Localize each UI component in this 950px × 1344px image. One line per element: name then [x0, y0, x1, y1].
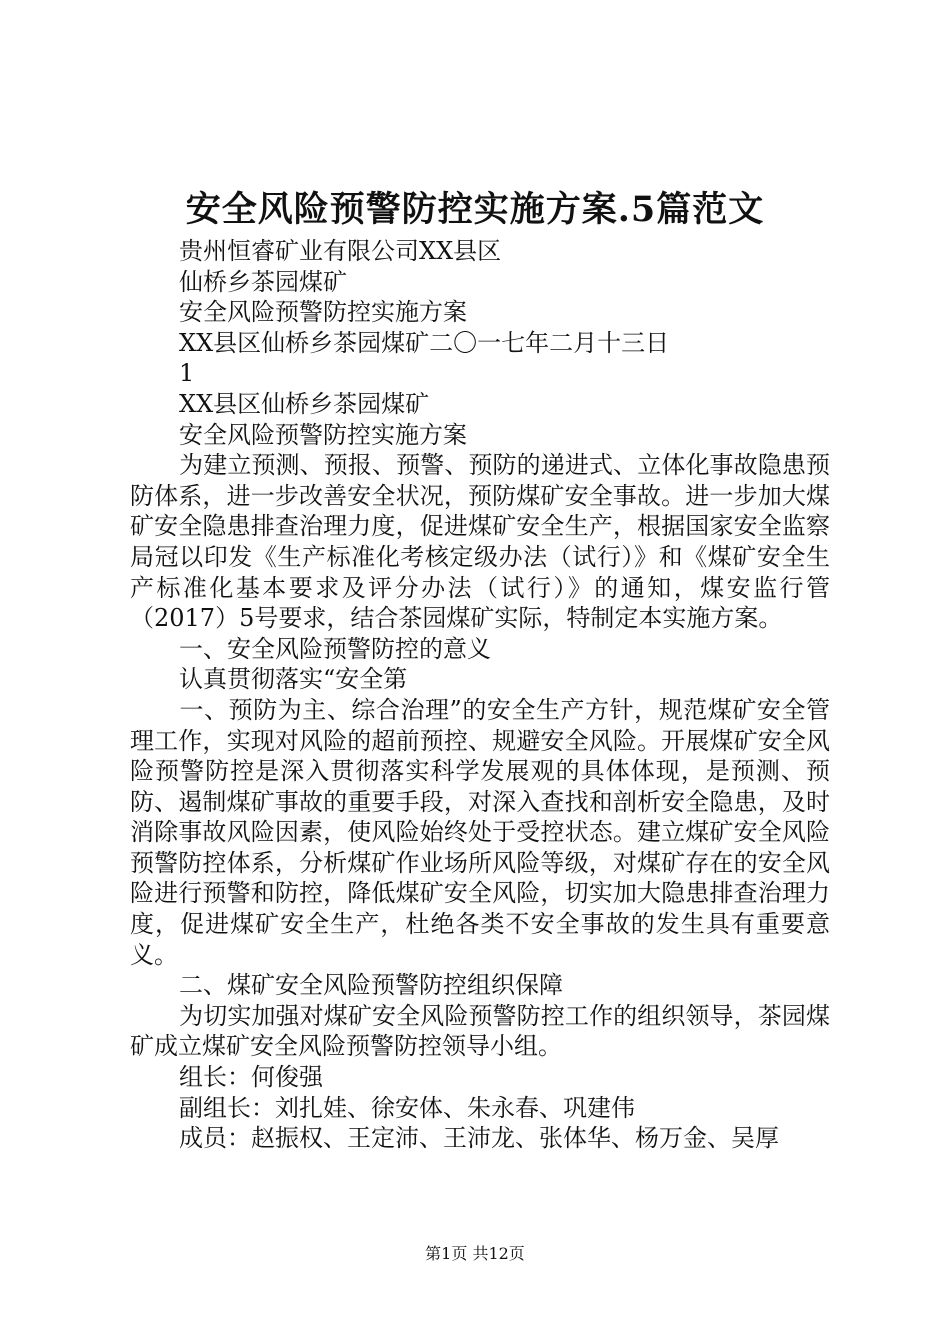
leader-line: 组长：何俊强	[179, 1063, 323, 1092]
company-name-line: 贵州恒睿矿业有限公司XX县区	[179, 237, 502, 265]
significance-paragraph-text: 一、预防为主、综合治理”的安全生产方针，规范煤矿安全管理工作，实现对风险的超前预控、规避安全风险。开展煤矿安全风险预警防控是深入贯彻落实科学发展观的具体体现，是预测、预防、遏制煤矿事故的重要手段，对深入查找和剖析安全隐患，及时消除事故风险因素，使风险始终处于受控状态。建立煤矿安全风险预警防控体系，分析煤矿作业场所风险等级，对煤矿存在的安全风险进行预警和防控，降低煤矿安全风险，切实加大隐患排查治理力度，促进煤矿安全生产，杜绝各类不安全事故的发生具有重要意义。	[130, 695, 830, 969]
section-heading-organization: 二、煤矿安全风险预警防控组织保障	[179, 971, 563, 1000]
mine-name-line: 仙桥乡茶园煤矿	[179, 267, 347, 296]
page-number-line: 1	[179, 359, 195, 388]
plan-title-line-2: 安全风险预警防控实施方案	[179, 420, 467, 449]
mine-name-line-2: XX县区仙桥乡茶园煤矿	[179, 389, 430, 418]
page-footer: 第1页 共12页	[425, 1244, 525, 1263]
organization-paragraph-text: 为切实加强对煤矿安全风险预警防控工作的组织领导，茶园煤矿成立煤矿安全风险预警防控领导小组。	[130, 1001, 830, 1061]
plan-title-line: 安全风险预警防控实施方案	[179, 298, 467, 327]
document-body	[130, 236, 830, 1154]
document-title: 安全风险预警防控实施方案.5篇范文	[185, 189, 765, 230]
significance-paragraph	[130, 695, 830, 970]
intro-paragraph	[130, 450, 830, 634]
intro-paragraph-text: 为建立预测、预报、预警、预防的递进式、立体化事故隐患预防体系，进一步改善安全状况，预防煤矿安全事故。进一步加大煤矿安全隐患排查治理力度，促进煤矿安全生产，根据国家安全监察局冠以印发《生产标准化考核定级办法（试行）》和《煤矿安全生产标准化基本要求及评分办法（试行）》的通知，煤安监行管（2017）5号要求，结合茶园煤矿实际，特制定本实施方案。	[130, 451, 830, 633]
section-heading-significance: 一、安全风险预警防控的意义	[179, 634, 491, 663]
policy-lead-line: 认真贯彻落实“安全第	[179, 665, 408, 694]
organization-paragraph	[130, 1001, 830, 1062]
date-line: XX县区仙桥乡茶园煤矿二〇一七年二月十三日	[179, 328, 670, 357]
members-line: 成员：赵振权、王定沛、王沛龙、张体华、杨万金、吴厚	[179, 1124, 779, 1153]
deputy-leaders-line: 副组长：刘扎娃、徐安体、朱永春、巩建伟	[179, 1093, 635, 1122]
